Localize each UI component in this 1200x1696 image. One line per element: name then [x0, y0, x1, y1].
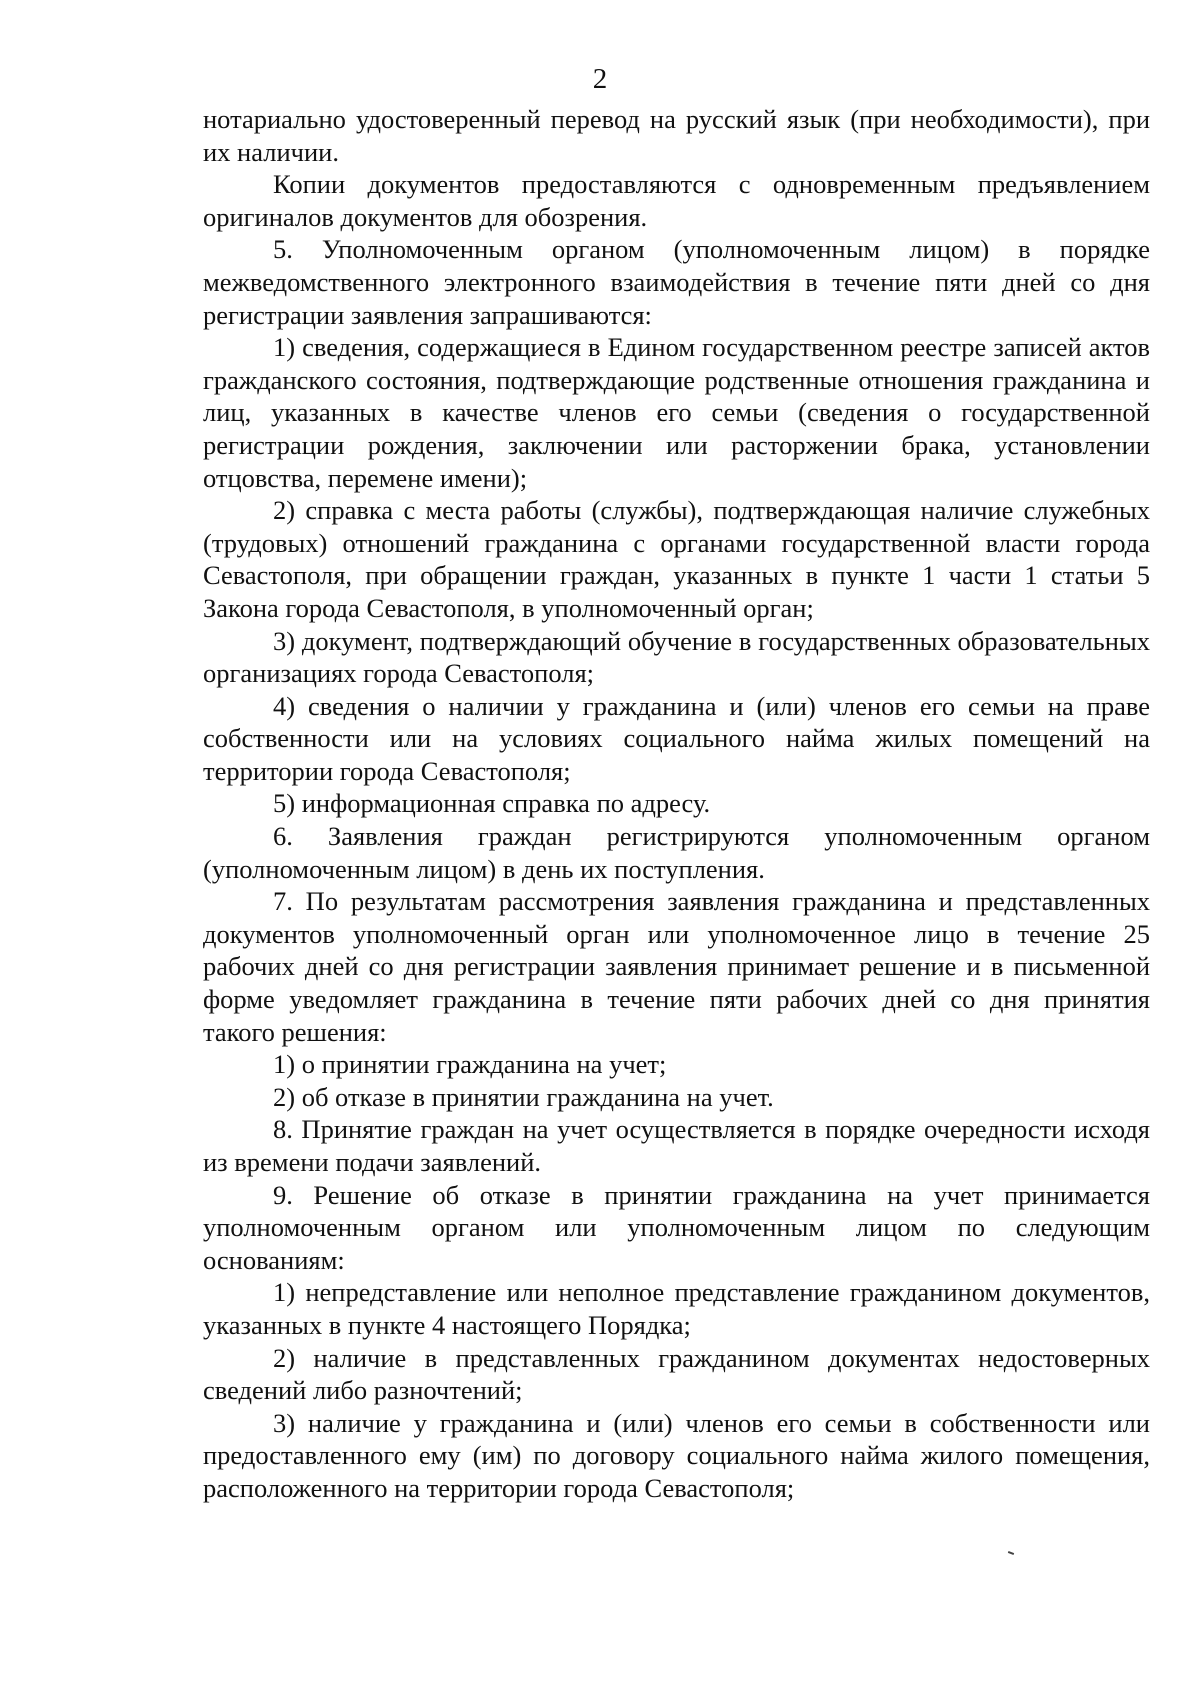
- list-item-9-1: 1) непредставление или неполное представление гражданином документов, указанных в пункте 4 настоящего Порядка;: [203, 1277, 1150, 1340]
- list-item-7-2: 2) об отказе в принятии гражданина на учет.: [273, 1081, 774, 1112]
- scan-speck: [1008, 1551, 1014, 1555]
- list-item-9-3: 3) наличие у гражданина и (или) членов его семьи в собственности или предоставленного ему (им) по договору социального найма жилого помещения, расположенного на территории города Севастополя;: [203, 1407, 1150, 1503]
- paragraph-item-5: 5. Уполномоченным органом (уполномоченным лицом) в порядке межведомственного электронного взаимодействия в течение пяти дней со дня регистрации заявления запрашиваются:: [203, 234, 1150, 330]
- list-item-7-1: 1) о принятии гражданина на учет;: [273, 1049, 667, 1080]
- paragraph-item-8: 8. Принятие граждан на учет осуществляется в порядке очередности исходя из времени подачи заявлений.: [203, 1114, 1150, 1177]
- paragraph-continuation: нотариально удостоверенный перевод на русский язык (при необходимости), при их наличии.: [203, 104, 1150, 167]
- list-item-9-2: 2) наличие в представленных гражданином документах недостоверных сведений либо разночтений;: [203, 1342, 1150, 1406]
- list-item-5-1: 1) сведения, содержащиеся в Едином государственном реестре записей актов гражданского состояния, подтверждающие родственные отношения гражданина и лиц, указанных в качестве членов его семьи (сведения о государственной регистрации рождения, заключении или расторжении брака, установлении отцовства, перемене имени);: [203, 332, 1150, 493]
- page-number: 2: [592, 63, 608, 95]
- list-item-5-2: 2) справка с места работы (службы), подтверждающая наличие служебных (трудовых) отношений гражданина с органами государственной власти города Севастополя, при обращении граждан, указанных в пункте 1 части 1 статьи 5 Закона города Севастополя, в уполномоченный орган;: [203, 495, 1150, 623]
- list-item-5-4: 4) сведения о наличии у гражданина и (или) членов его семьи на праве собственности или на условиях социального найма жилых помещений на территории города Севастополя;: [203, 690, 1150, 786]
- list-item-5-3: 3) документ, подтверждающий обучение в государственных образовательных организациях города Севастополя;: [203, 625, 1150, 689]
- document-body: [203, 103, 1150, 1505]
- paragraph-item-9: 9. Решение об отказе в принятии гражданина на учет принимается уполномоченным органом или уполномоченным лицом по следующим основаниям:: [203, 1179, 1150, 1275]
- paragraph-item-7: 7. По результатам рассмотрения заявления гражданина и представленных документов уполномоченный орган или уполномоченное лицо в течение 25 рабочих дней со дня регистрации заявления принимает решение и в письменной форме уведомляет гражданина в течение пяти рабочих дней со дня принятия такого решения:: [203, 886, 1150, 1047]
- paragraph-item-6: 6. Заявления граждан регистрируются уполномоченным органом (уполномоченным лицом) в день их поступления.: [203, 821, 1150, 884]
- paragraph-copies: Копии документов предоставляются с одновременным предъявлением оригиналов документов для обозрения.: [203, 169, 1150, 232]
- list-item-5-5: 5) информационная справка по адресу.: [273, 788, 711, 819]
